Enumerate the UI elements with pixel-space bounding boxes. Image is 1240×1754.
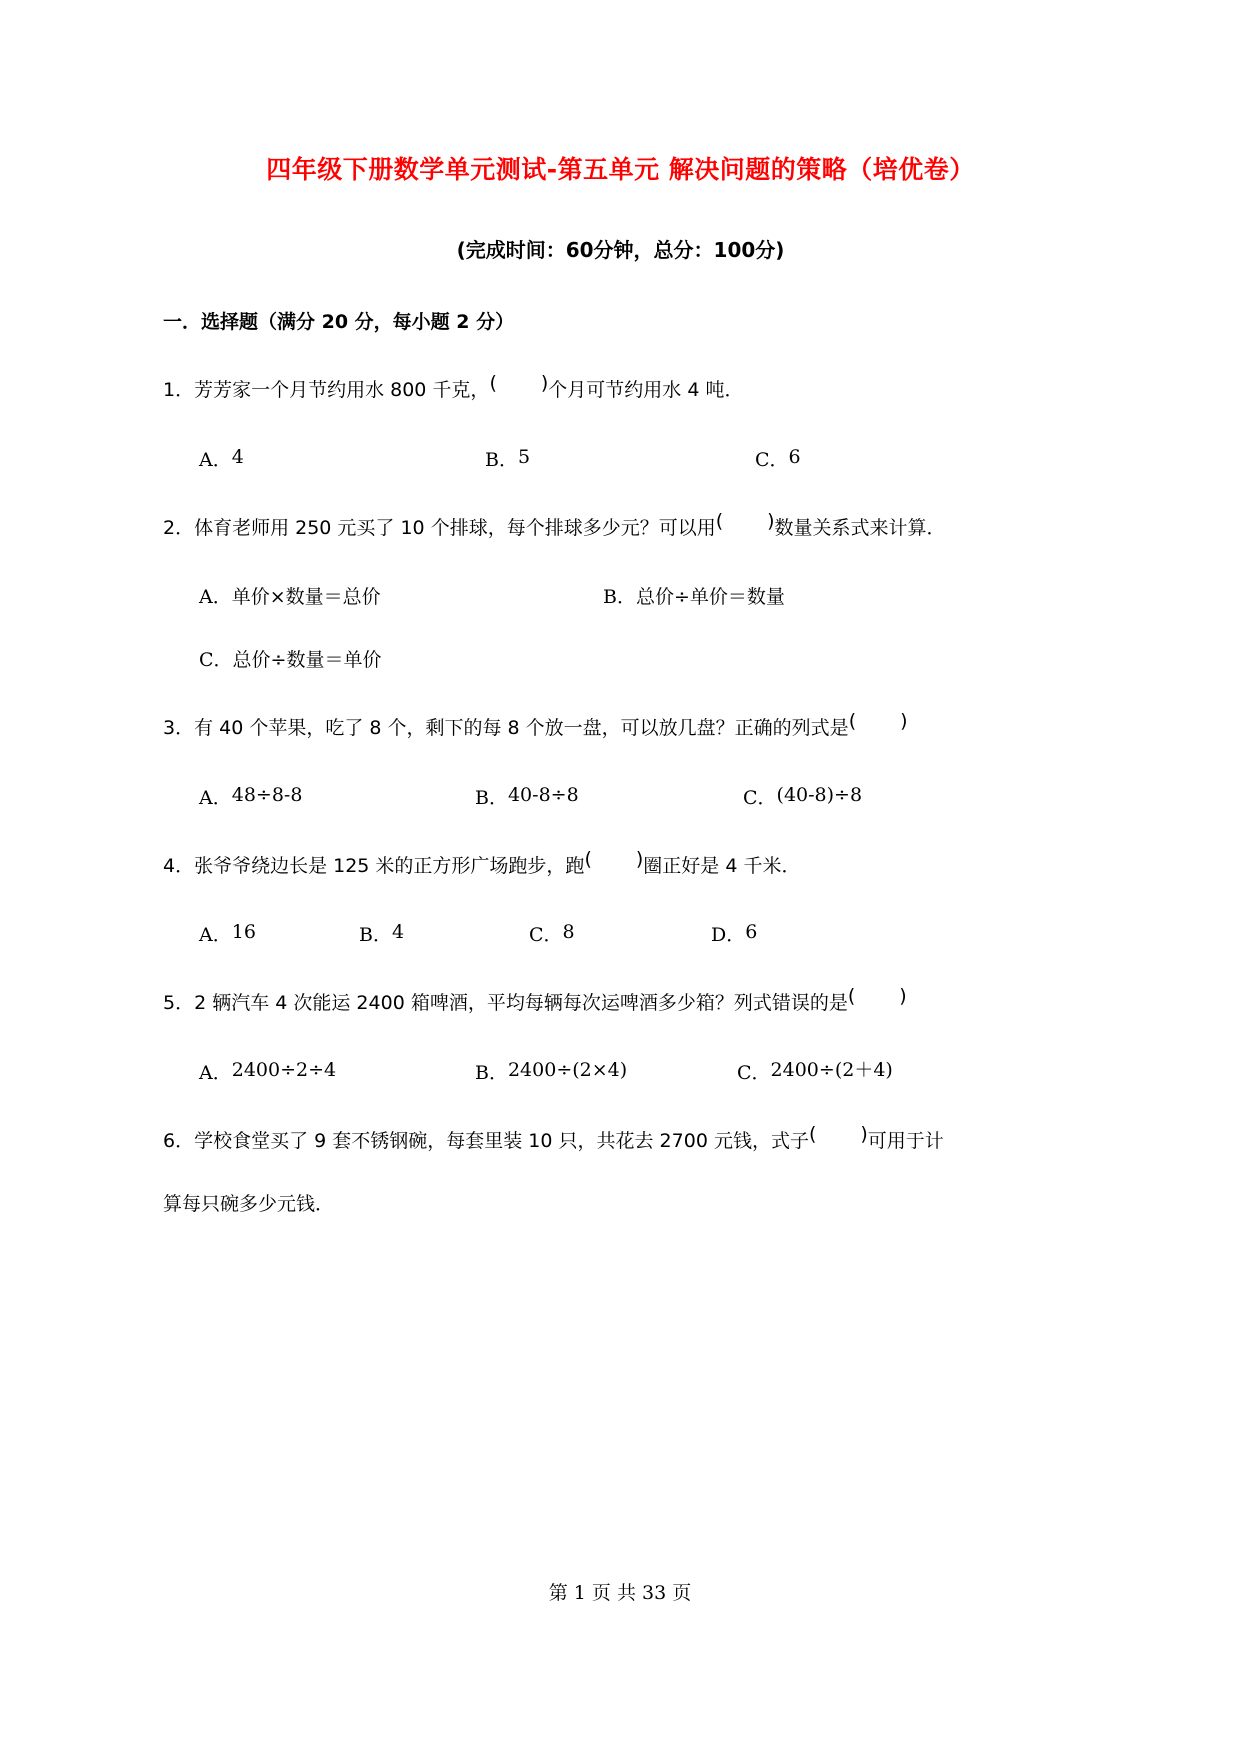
- page-footer: [0, 1578, 1240, 1605]
- question-6-text-after: 可用于计: [867, 1129, 944, 1152]
- question-3-answer-blank[interactable]: ( ): [848, 710, 908, 732]
- question-2-answer-blank[interactable]: ( ): [715, 509, 775, 532]
- question-2-option-a[interactable]: [199, 582, 603, 609]
- option-label: B．: [475, 1061, 508, 1084]
- option-value: 总价÷数量＝单价: [232, 649, 382, 671]
- question-6-text-before: 6．学校食堂买了 9 套不锈钢碗，每套里装 10 只，共花去 2700 元钱，式子: [163, 1129, 809, 1152]
- question-1: [163, 372, 1078, 405]
- option-value: 4: [391, 921, 405, 943]
- option-label: D．: [711, 924, 746, 946]
- option-value: 48÷8-8: [231, 783, 303, 806]
- question-1-text-after: 个月可节约用水 4 吨．: [548, 379, 744, 401]
- question-6-answer-blank[interactable]: ( ): [808, 1122, 868, 1145]
- option-value: 总价÷单价＝数量: [635, 586, 785, 608]
- question-2: [163, 509, 1078, 543]
- question-5-options: [163, 1058, 1078, 1085]
- question-4-text-before: 4．张爷爷绕边长是 125 米的正方形广场跑步，跑: [163, 854, 585, 877]
- question-3-option-a[interactable]: [199, 783, 475, 810]
- question-5-text-before: 5．2 辆汽车 4 次能运 2400 箱啤酒，平均每辆每次运啤酒多少箱？列式错误的是: [163, 992, 848, 1014]
- option-value: 6: [788, 445, 801, 468]
- question-2-option-b[interactable]: [603, 582, 785, 609]
- option-value: (40-8)÷8: [776, 783, 863, 806]
- question-4-option-d[interactable]: [711, 920, 757, 947]
- question-3-option-c[interactable]: [743, 783, 862, 810]
- option-label: C．: [529, 924, 563, 946]
- option-value: 16: [231, 921, 256, 943]
- page-content: [163, 0, 1078, 1216]
- question-3-text-before: 3．有 40 个苹果，吃了 8 个，剩下的每 8 个放一盘，可以放几盘？正确的列式是: [163, 717, 849, 739]
- question-4-text-after: 圈正好是 4 千米．: [643, 854, 801, 877]
- question-6: [163, 1122, 1078, 1156]
- question-1-answer-blank[interactable]: ( ): [489, 372, 549, 394]
- option-label: A．: [199, 448, 232, 471]
- question-4-option-a[interactable]: [199, 920, 359, 947]
- question-1-option-a[interactable]: [199, 445, 485, 472]
- option-value: 8: [562, 921, 575, 943]
- option-value: 40-8÷8: [507, 783, 579, 806]
- question-4-option-b[interactable]: [359, 920, 529, 947]
- question-5-option-a[interactable]: [199, 1058, 475, 1085]
- question-5-answer-blank[interactable]: ( ): [847, 985, 907, 1007]
- option-value: 5: [517, 445, 531, 468]
- option-label: A．: [199, 786, 232, 809]
- option-label: B．: [603, 586, 636, 608]
- option-value: 6: [745, 921, 758, 943]
- exam-meta-subtitle: (完成时间：60分钟，总分：100分): [456, 238, 785, 262]
- question-2-text-before: 2．体育老师用 250 元买了 10 个排球，每个排球多少元？可以用: [163, 516, 716, 539]
- question-1-options: [163, 445, 1078, 472]
- option-label: C．: [737, 1061, 771, 1084]
- question-2-options-row-1: [163, 582, 1078, 609]
- question-4-options: [163, 920, 1078, 947]
- question-5-option-b[interactable]: [475, 1058, 737, 1085]
- option-label: B．: [485, 448, 518, 471]
- question-1-text-before: 1．芳芳家一个月节约用水 800 千克，: [163, 379, 490, 401]
- page-title: 四年级下册数学单元测试-第五单元 解决问题的策略（培优卷）: [266, 155, 975, 184]
- option-value: 4: [231, 445, 244, 468]
- option-label: A．: [199, 586, 232, 608]
- page-number-text: 第 1 页 共 33 页: [548, 1582, 692, 1604]
- question-4: [163, 847, 1078, 881]
- option-label: B．: [475, 786, 508, 809]
- question-5: [163, 985, 1078, 1018]
- option-value: 2400÷(2＋4): [770, 1058, 893, 1081]
- question-2-options-row-2: [163, 645, 1078, 672]
- option-label: A．: [199, 924, 232, 946]
- question-2-option-c[interactable]: [199, 645, 381, 672]
- question-6-text-continued: 算每只碗多少元钱．: [163, 1193, 335, 1215]
- question-4-option-c[interactable]: [529, 920, 711, 947]
- question-5-option-c[interactable]: [737, 1058, 893, 1085]
- question-3-options: [163, 783, 1078, 810]
- question-3: [163, 710, 1078, 743]
- option-value: 单价×数量＝总价: [231, 586, 381, 608]
- option-label: C．: [199, 649, 233, 671]
- option-label: C．: [743, 786, 777, 809]
- section-heading-multiple-choice: 一．选择题（满分 20 分，每小题 2 分）: [163, 311, 515, 333]
- option-label: C．: [755, 448, 789, 471]
- option-value: 2400÷2÷4: [231, 1058, 337, 1081]
- question-4-answer-blank[interactable]: ( ): [584, 847, 644, 870]
- option-value: 2400÷(2×4): [507, 1058, 628, 1081]
- question-2-text-after: 数量关系式来计算．: [774, 516, 946, 539]
- question-3-option-b[interactable]: [475, 783, 743, 810]
- option-label: B．: [359, 924, 392, 946]
- question-1-option-b[interactable]: [485, 445, 755, 472]
- question-1-option-c[interactable]: [755, 445, 801, 472]
- option-label: A．: [199, 1061, 232, 1084]
